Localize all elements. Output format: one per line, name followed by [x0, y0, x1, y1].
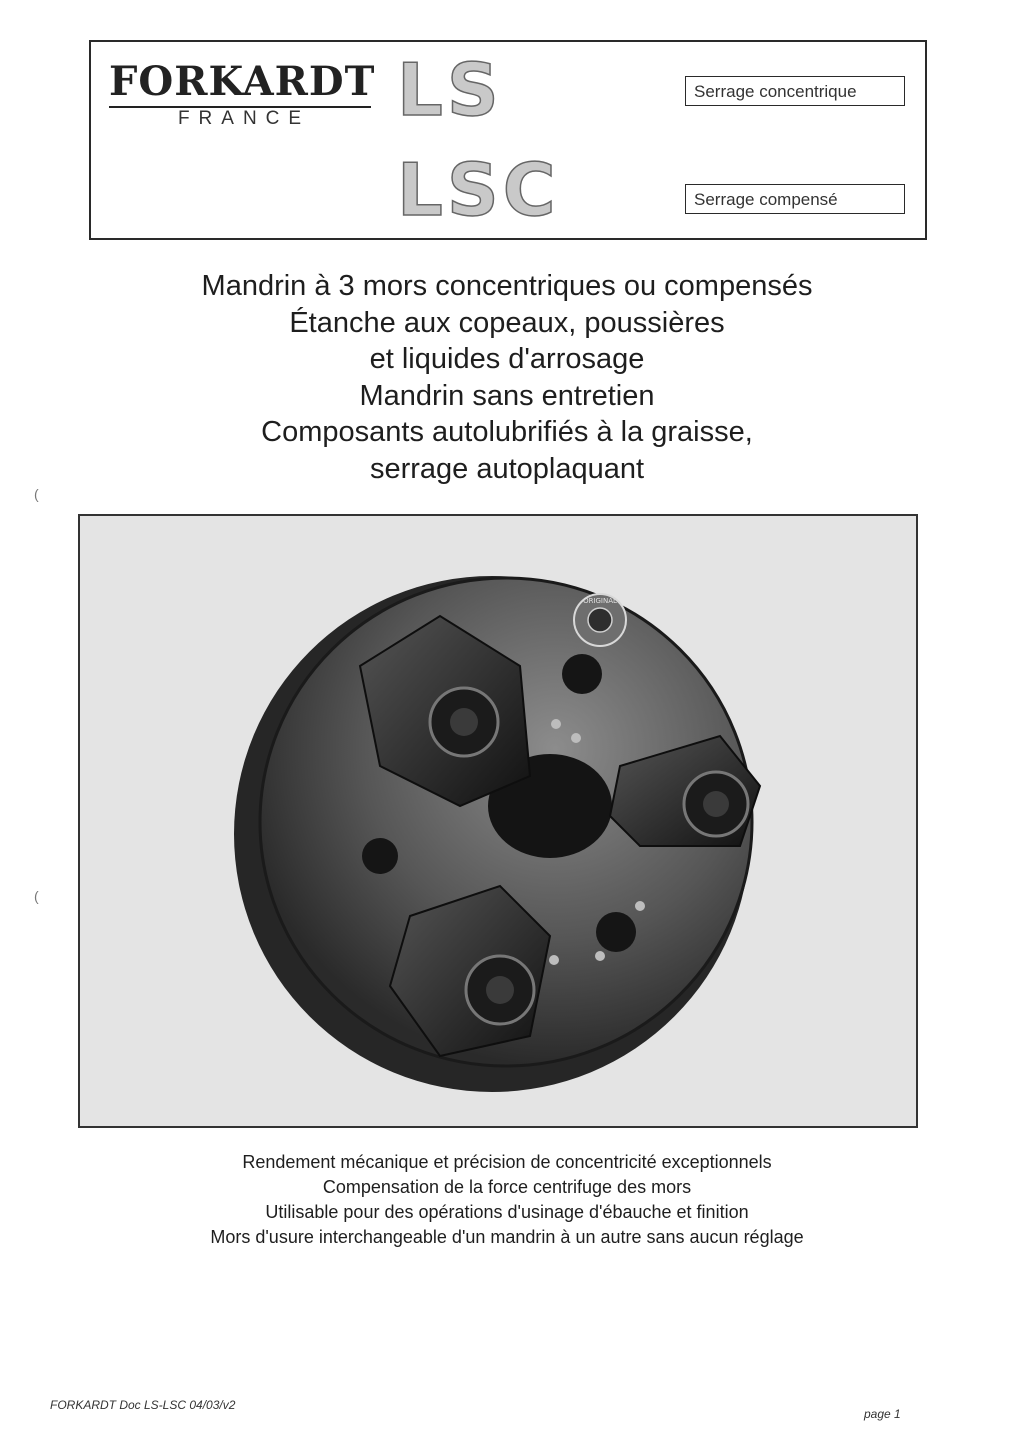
model-ls-title: LS	[397, 48, 503, 132]
footer-doc-ref: FORKARDT Doc LS-LSC 04/03/v2	[50, 1398, 236, 1412]
headline	[90, 268, 924, 487]
original-badge	[574, 594, 626, 646]
feature-line: Rendement mécanique et précision de concentricité exceptionnels	[242, 1152, 772, 1172]
face-pin	[595, 951, 605, 961]
face-hole	[362, 838, 398, 874]
headline-line: Composants autolubrifiés à la graisse,	[261, 416, 753, 448]
product-photo	[78, 514, 918, 1128]
face-hole	[596, 912, 636, 952]
header-box	[89, 40, 927, 240]
brand-country: FRANCE	[177, 108, 311, 129]
feature-line: Compensation de la force centrifuge des mors	[322, 1177, 692, 1197]
tag-serrage-concentrique: Serrage concentrique	[685, 76, 905, 106]
headline-line: et liquides d'arrosage	[369, 343, 645, 375]
face-pin	[635, 901, 645, 911]
face-hole	[562, 654, 602, 694]
features-list	[90, 1150, 924, 1250]
headline-line: Mandrin sans entretien	[359, 379, 655, 412]
headline-line: Mandrin à 3 mors concentriques ou compensés	[201, 270, 813, 302]
headline-line: serrage autoplaquant	[369, 452, 645, 485]
margin-mark: (	[34, 486, 39, 502]
footer-page-number: page 1	[864, 1407, 901, 1421]
badge-text: ORIGINAL	[583, 597, 617, 605]
chuck-illustration	[80, 516, 916, 1126]
feature-line: Mors d'usure interchangeable d'un mandrin à un autre sans aucun réglage	[210, 1227, 804, 1247]
tag-serrage-compense: Serrage compensé	[685, 184, 905, 214]
headline-line: Étanche aux copeaux, poussières	[289, 306, 725, 339]
brand-logo	[109, 58, 376, 130]
face-pin	[571, 733, 581, 743]
margin-mark: (	[34, 888, 39, 904]
face-pin	[549, 955, 559, 965]
model-lsc-title: LSC	[397, 148, 560, 232]
face-pin	[551, 719, 561, 729]
brand-name: FORKARDT	[109, 58, 376, 105]
feature-line: Utilisable pour des opérations d'usinage d'ébauche et finition	[265, 1202, 749, 1222]
